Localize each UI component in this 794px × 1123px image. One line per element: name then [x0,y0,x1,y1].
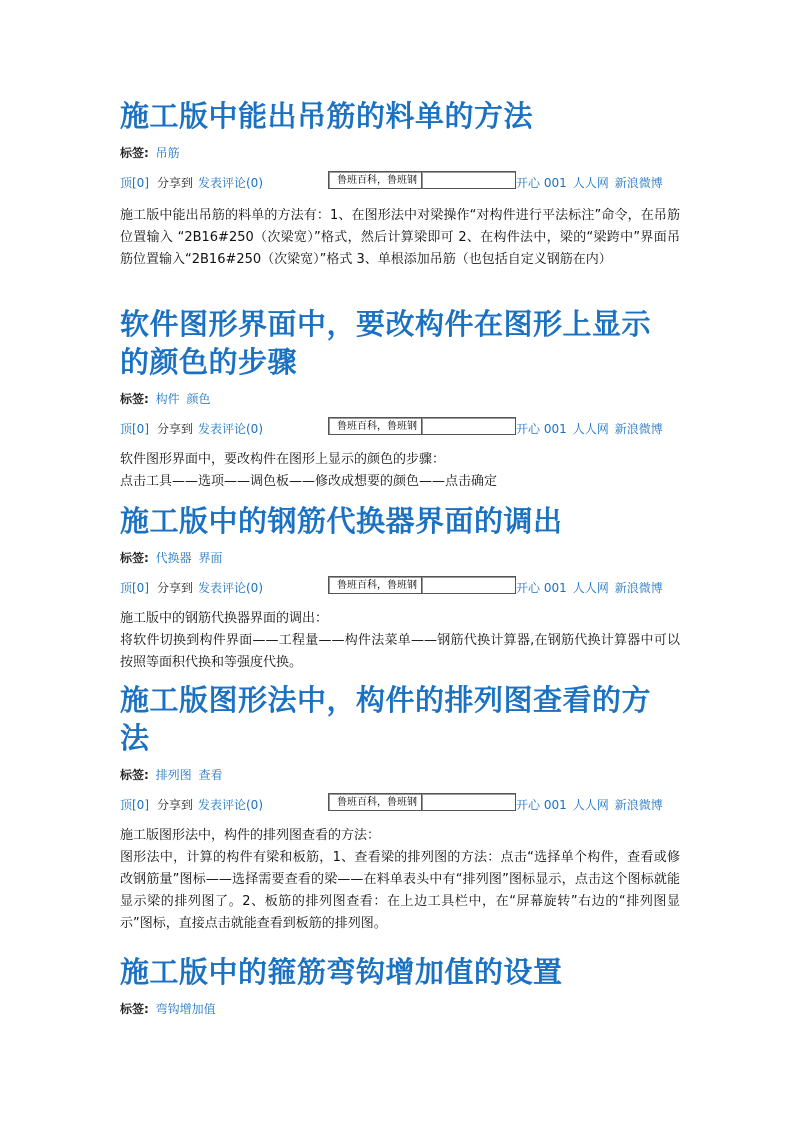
share-to-label: 分享到 [157,798,194,812]
share-widget-box[interactable]: 鲁班百科，鲁班钢 [328,171,421,189]
article-body [120,205,680,271]
tag-link[interactable]: 代换器 [155,551,192,565]
comment-link[interactable]: 发表评论(0) [198,176,263,190]
tag-row [120,391,680,407]
tag-link[interactable]: 颜色 [186,392,211,406]
share-bar [120,417,680,441]
share-to-label: 分享到 [157,176,194,190]
ding-link[interactable]: 顶[0] [120,581,149,595]
sns-renren-link[interactable]: 人人网 [572,581,609,595]
sns-renren-link[interactable]: 人人网 [572,422,609,436]
paragraph: 施工版图形法中，构件的排列图查看的方法： [120,828,381,843]
sns-kaixin-link[interactable]: 开心 001 [516,581,567,595]
sns-renren-link[interactable]: 人人网 [572,176,609,190]
sns-weibo-link[interactable]: 新浪微博 [614,798,663,812]
share-widget-box[interactable]: 鲁班百科，鲁班钢 [328,576,421,594]
article-body [120,825,680,935]
article-title: 施工版中的箍筋弯钩增加值的设置 [120,955,563,989]
article-title: 施工版图形法中，构件的排列图查看的方 法 [120,683,652,755]
paragraph: 点击工具——选项——调色板——修改成想要的颜色——点击确定 [120,474,498,489]
article [120,305,680,493]
article-title: 软件图形界面中，要改构件在图形上显示 的颜色的步骤 [120,307,652,379]
sns-kaixin-link[interactable]: 开心 001 [516,176,567,190]
article [120,502,680,674]
tag-label: 标签: [120,392,149,406]
tag-label: 标签: [120,146,149,160]
tag-row [120,1001,680,1017]
comment-link[interactable]: 发表评论(0) [198,422,263,436]
sns-links [516,576,669,600]
article [120,97,680,271]
ding-link[interactable]: 顶[0] [120,176,149,190]
paragraph: 施工版中的钢筋代换器界面的调出： [120,611,329,626]
comment-link[interactable]: 发表评论(0) [198,581,263,595]
article-title: 施工版中能出吊筋的料单的方法 [120,99,534,133]
tag-link[interactable]: 吊筋 [155,146,180,160]
tag-label: 标签: [120,768,149,782]
tag-link[interactable]: 弯钩增加值 [155,1002,216,1016]
tag-link[interactable]: 界面 [198,551,223,565]
sns-renren-link[interactable]: 人人网 [572,798,609,812]
article-body [120,608,680,674]
sns-weibo-link[interactable]: 新浪微博 [614,581,663,595]
comment-link[interactable]: 发表评论(0) [198,798,263,812]
share-widget-box[interactable]: 鲁班百科，鲁班钢 [328,417,421,435]
paragraph: 软件图形界面中，要改构件在图形上显示的颜色的步骤： [120,452,446,467]
share-widget-box[interactable]: 鲁班百科，鲁班钢 [328,793,421,811]
share-bar [120,793,680,817]
share-input-box[interactable] [421,793,516,811]
sns-kaixin-link[interactable]: 开心 001 [516,422,567,436]
share-bar [120,576,680,600]
article-title: 施工版中的钢筋代换器界面的调出 [120,504,563,538]
sns-links [516,171,669,195]
tag-row [120,767,680,783]
share-to-label: 分享到 [157,581,194,595]
sns-links [516,793,669,817]
paragraph: 施工版中能出吊筋的料单的方法有：1、在图形法中对梁操作“对构件进行平法标注”命令，在吊筋位置输入 “2B16#250（次梁宽）”格式，然后计算梁即可 2、在构件法中，梁的“梁跨中”界面吊筋位置输入“2B16#250（次梁宽）”格式 3、单根添加吊筋（也包括自定义钢筋在内） [120,208,680,267]
share-to-label: 分享到 [157,422,194,436]
tag-link[interactable]: 查看 [198,768,223,782]
share-bar [120,171,680,195]
tag-link[interactable]: 构件 [155,392,180,406]
sns-links [516,417,669,441]
article [120,953,680,1017]
sns-weibo-link[interactable]: 新浪微博 [614,422,663,436]
sns-weibo-link[interactable]: 新浪微博 [614,176,663,190]
ding-link[interactable]: 顶[0] [120,798,149,812]
share-input-box[interactable] [421,171,516,189]
ding-link[interactable]: 顶[0] [120,422,149,436]
sns-kaixin-link[interactable]: 开心 001 [516,798,567,812]
tag-label: 标签: [120,1002,149,1016]
share-input-box[interactable] [421,576,516,594]
tag-row [120,145,680,161]
tag-row [120,550,680,566]
paragraph: 图形法中，计算的构件有梁和板筋，1、查看梁的排列图的方法：点击“选择单个构件，查看或修改钢筋量”图标——选择需要查看的梁——在料单表头中有“排列图”图标显示，点击这个图标就能显示梁的排列图了。2、板筋的排列图查看：在上边工具栏中，在“屏幕旋转”右边的“排列图显示”图标，直接点击就能查看到板筋的排列图。 [120,850,680,931]
paragraph: 将软件切换到构件界面——工程量——构件法菜单——钢筋代换计算器,在钢筋代换计算器中可以按照等面积代换和等强度代换。 [120,633,680,670]
share-input-box[interactable] [421,417,516,435]
article-body [120,449,680,493]
article [120,681,680,935]
tag-link[interactable]: 排列图 [155,768,192,782]
tag-label: 标签: [120,551,149,565]
